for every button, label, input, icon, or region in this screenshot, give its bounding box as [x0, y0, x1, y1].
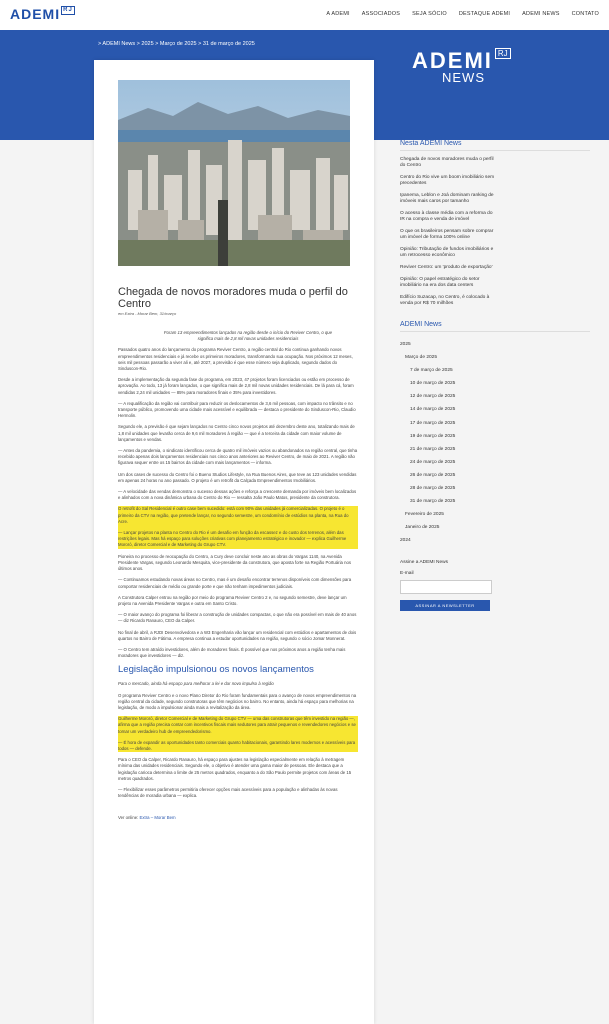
sidebar-news-item[interactable]: O acesso à classe média com a reforma do IR na compra e venda de imóvel [400, 211, 493, 222]
sidebar-news-item[interactable]: Opinião: Tributação de fundos imobiliários e um retrocesso econômico [400, 247, 494, 258]
divider [400, 331, 590, 332]
source-line [118, 815, 358, 821]
archive-day[interactable]: 28 de março de 2025 [410, 486, 456, 492]
logo-badge: RJ [63, 7, 73, 13]
paragraph: Pioneira no processo de reocupação do Centro, a Cury deve concluir neste ano as obras do Vargas 1140, na Avenida Presidente Vargas, segundo Leonardo Mesquita, vice-presidente da construtora, que aposta forte na Região Portuária nos últimos anos. [118, 553, 352, 572]
logo-text: ADEMI [10, 6, 61, 22]
brand-badge: RJ [495, 48, 511, 59]
sub-lead: Para o mercado, ainda há espaço para melhorar a lei e dar novo impulso à região [118, 681, 274, 687]
paragraph: No final de abril, a RJDI Desenvolvedora e a W3 Engenharia vão lançar um residencial com estúdios e apartamentos de dois quartos no Bairro de Fátima. A empresa continua a estudar oportunidades na região, segundo o sócio Jomar Monnerat. [118, 629, 357, 641]
archive-year[interactable]: 2024 [400, 538, 411, 544]
paragraph: O programa Reviver Centro e o novo Plano Diretor do Rio foram fundamentais para o avanço de novos empreendimentos na região central da cidade, segundo construtoras que têm negócios no bairro. No entanto, ainda há espaço para melhorias na legislação, de modo a impulsionar ainda mais a revitalização da área. [118, 692, 357, 710]
newsletter-box [400, 560, 600, 611]
paragraph: Passados quatro anos do lançamento do programa Reviver Centro, a região central do Rio continua ganhando novos empreendimentos residenciais e já recebe os primeiros moradores, transformando sua ocupação. Nos próximos 12 meses, seis mil pessoas passarão a viver ali e, até 2027, a previsão é que esse número seja duplicado, segundo dados do Sinduscon-Rio. [118, 347, 353, 372]
sidebar-news-item[interactable]: Reviver Centro: um 'produto de exportação' [400, 265, 493, 270]
sidebar [400, 140, 600, 611]
paragraph: — Antes da pandemia, o sindicato identificou cerca de quatro mil imóveis vazios ou abandonados na região central, que tinha recebido apenas dois lançamentos residenciais nos cinco anos anteriores ao Reviver Centro, de maio de 2021. A região não figurava sequer entre os 15 bairros da cidade com mais lançamentos — informa. [118, 448, 358, 466]
article-title: Chegada de novos moradores muda o perfil do Centro [118, 286, 348, 310]
paragraph: — Flexibilizar esses parâmetros permitiria oferecer opções mais acessíveis para a população e alinhadas às novas tendências de moradia urbana — explica. [118, 786, 338, 799]
article-card [94, 60, 374, 1024]
city-photo-illustration [118, 80, 350, 266]
paragraph: Segundo ele, a previsão é que sejam lançados no Centro cinco novos projetos até dezembro deste ano, totalizando mais de 1,8 mil unidades que levarão cerca de 9,6 mil moradores à região — que é a terceira da cidade com maior volume de lançamentos e vendas. [118, 424, 355, 442]
sidebar-news-item[interactable]: Ipanema, Leblon e Joá dominam ranking de imóveis mais caros por tamanho [400, 193, 494, 204]
highlighted-paragraph: O retrofit do Sal Residencial é outro case bem sucedido: está com 90% das unidades já comercializadas. O projeto é o primeiro da CTV na região, que pretende lançar, no segundo semestre, um condomínio de estúdios na planta, na Rua do Acre. [118, 506, 349, 524]
brand-sub: NEWS [442, 70, 485, 85]
paragraph: Para o CEO da Calper, Ricardo Ranauro, há espaço para ajustes na legislação especialmente em relação à metragem mínima das unidades residenciais. Segundo ele, o objetivo é atender uma gama maior de pessoas. Ele destaca que a legislação carioca determina o limite de 25 metros quadrados, enquanto a do São Paulo permite projetos com áreas de 15 metros quadrados. [118, 757, 352, 781]
sidebar-news-list [400, 157, 600, 307]
archive-day[interactable]: 31 de março de 2025 [410, 499, 456, 505]
newsletter-title: Assine a ADEMI News [400, 559, 448, 565]
archive-month[interactable]: Janeiro de 2025 [405, 525, 440, 531]
archive-day[interactable]: 26 de março de 2025 [410, 472, 456, 478]
archive-day[interactable]: 21 de março de 2025 [410, 446, 456, 452]
nav-item-a-ademi[interactable]: A ADEMI [326, 11, 350, 17]
sidebar-news-item[interactable]: Edifício Suzacap, no Centro, é colocado à venda por R$ 70 milhões [400, 295, 490, 306]
divider [400, 150, 590, 151]
paragraph: — A velocidade das vendas demonstra o sucesso dessas ações e reforça a crescente demanda por imóveis bem localizados e alinhados com a nova dinâmica urbana do Centro do Rio — ressalta João Paulo Matos, presidente da construtora. [118, 489, 357, 501]
paragraph: — Continuamos estudando novas áreas no Centro, mas é um desafio encontrar terrenos disponíveis com dimensões para comportar residenciais de médio ou grande porte e que não tenham impedimentos judiciais. [118, 577, 352, 589]
nav-item-associados[interactable]: ASSOCIADOS [361, 11, 401, 17]
news-brand-logo [412, 48, 511, 85]
article-byline: em Extra - Morar Bem, 31/março [118, 311, 177, 316]
article-lead: Foram 13 empreendimentos lançados na região desde o início do Reviver Centro, o que significa mais de 2,8 mil novas unidades residenciais [163, 330, 333, 342]
archive-day[interactable]: 14 de março de 2025 [410, 407, 456, 413]
nav-item-destaque[interactable]: DESTAQUE ADEMI [458, 11, 511, 17]
highlighted-paragraph: — É hora de expandir as oportunidades tanto comerciais quanto habitacionais, garantindo lares modernos e acessíveis para todos — defende. [118, 739, 356, 751]
archive-month[interactable]: Março de 2025 [405, 355, 437, 361]
archive-day[interactable]: 10 de março de 2025 [410, 381, 456, 387]
paragraph: Um dos cases de sucesso do Centro foi o Bueno Studios Lifestyle, na Rua Buenos Aires, que teve as 123 unidades vendidas em apenas 24 horas no ano passado. O projeto é um retrofit da Calçada Empreendimentos Imobiliários. [118, 471, 357, 483]
highlighted-paragraph: Guilherme Mororó, diretor Comercial e de Marketing do Grupo CTV — uma das construtoras que têm investido na região —, afirma que a região precisa contar com incentivos fiscais mais sedutores para atrair pequenos e revendedores negócios e se tornar um verdadeiro hub de empreendedorismo. [118, 716, 356, 734]
archive-month[interactable]: Fevereiro de 2025 [405, 512, 444, 518]
main-nav [326, 11, 599, 17]
email-field[interactable] [400, 580, 492, 594]
article-subtitle: Legislação impulsionou os novos lançamentos [118, 664, 314, 676]
archive-year[interactable]: 2025 [400, 342, 411, 347]
brand-name: ADEMI [412, 48, 493, 73]
paragraph: — O Centro tem atraído investidores, além de moradores finais. É possível que nos próximos anos a região tenha mais moradores que investidores — diz. [118, 646, 346, 659]
top-bar [0, 0, 609, 30]
sidebar-news-item[interactable]: O que os brasileiros pensam sobre comprar um imóvel de forma 100% online [400, 229, 494, 240]
paragraph: A Construtora Calper entrou na região por meio do programa Reviver Centro 2 e, no segundo semestre, deve lançar um projeto na Avenida Presidente Vargas e outra em Santo Cristo. [118, 594, 347, 606]
sidebar-news-item[interactable]: Chegada de novos moradores muda o perfil do Centro [400, 157, 494, 168]
article-body [118, 330, 358, 827]
archive-day[interactable]: 17 de março de 2025 [410, 420, 456, 426]
subscribe-button[interactable]: ASSINAR A NEWSLETTER [400, 600, 490, 611]
archive-tree [400, 338, 600, 548]
archive-day[interactable]: 24 de março de 2025 [410, 459, 456, 465]
paragraph: — A requalificação da região vai contribuir para reduzir os deslocamentos de 3,6 mil pessoas, com impacto no trânsito e no transporte público, promovendo uma cidade mais acessível e equilibrada — destaca o presidente do Sinduscon-Rio, Claudio Hermolin. [118, 400, 356, 419]
paragraph: Desde a implementação da segunda fase do programa, em 2023, 47 projetos foram licenciados ou estão em processo de aprovação. Ao todo, 13 já foram lançados, o que significa mais de 2,8 mil novas unidades residenciais. De lá para cá, foram vendidas 2,24 mil unidades — 85% para moradores finais e 35% para investidores. [118, 377, 354, 395]
archive-day[interactable]: 19 de março de 2025 [410, 433, 456, 439]
email-label: E-mail [400, 570, 414, 576]
source-link[interactable]: Extra – Morar Bem [139, 815, 176, 821]
highlighted-block [118, 716, 358, 752]
breadcrumb[interactable]: > ADEMI News > 2025 > Março de 2025 > 31 de março de 2025 [98, 41, 255, 47]
highlighted-paragraph: — Lançar projetos na planta no Centro do Rio é um desafio em função da escassez e do custo dos terrenos, além das restrições legais. Mas há espaço para soluções criativas com planejamento estratégico e inovador — explica Guilherme Mororó, diretor Comercial e de Marketing do Grupo CTV. [118, 530, 347, 548]
nav-item-contato[interactable]: CONTATO [571, 11, 599, 17]
nav-item-news[interactable]: ADEMI NEWS [522, 11, 560, 17]
article-photo [118, 80, 350, 266]
sidebar-news-item[interactable]: Opinião: O papel estratégico do setor imobiliário na era dos data centers [400, 277, 480, 288]
sidebar-news-item[interactable]: Centro do Rio vive um boom imobiliário sem precedentes [400, 175, 495, 186]
highlighted-block [118, 506, 358, 548]
sidebar-archive-title: ADEMI News [400, 321, 442, 328]
sidebar-news-title: Nesta ADEMI News [400, 140, 462, 147]
source-label: Ver online: [118, 815, 139, 821]
archive-day[interactable]: 7 de março de 2025 [410, 368, 453, 374]
header-logo[interactable] [10, 6, 75, 22]
archive-day[interactable]: 12 de março de 2025 [410, 394, 456, 400]
paragraph: — O maior avanço do programa foi liberar a construção de unidades compactas, o que não era possível em mais de 40 anos — diz Ricardo Ranauro, CEO da Calper. [118, 612, 357, 624]
nav-item-seja-socio[interactable]: SEJA SÓCIO [412, 11, 447, 17]
